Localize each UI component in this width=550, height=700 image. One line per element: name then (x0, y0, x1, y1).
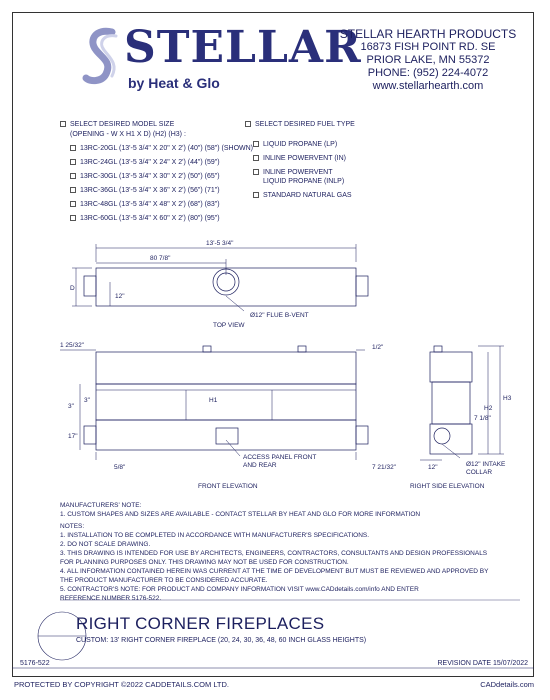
manufacturer-note-heading: MANUFACTURERS' NOTE: (60, 502, 142, 509)
company-phone: PHONE: (952) 224-4072 (367, 67, 489, 79)
company-address-2: PRIOR LAKE, MN 55372 (366, 54, 490, 66)
fuel-option-continued: LIQUID PROPANE (INLP) (263, 178, 345, 185)
dim-3b: 3" (84, 397, 90, 404)
fuel-option[interactable]: INLINE POWERVENT (IN) (253, 154, 346, 163)
fuel-option[interactable]: STANDARD NATURAL GAS (253, 191, 352, 200)
logo-tagline: by Heat & Glo (128, 75, 220, 91)
top-view-label: TOP VIEW (213, 322, 245, 329)
note-line: 5. CONTRACTOR'S NOTE: FOR PRODUCT AND COMPANY INFORMATION VISIT www.CADdetails.com/info AND ENTER (60, 586, 419, 593)
notes-heading: NOTES: (60, 523, 85, 530)
dim-12-top: 12" (115, 293, 125, 300)
revision-date: REVISION DATE 15/07/2022 (437, 660, 528, 667)
dim-7-1-8: 7 1/8" (474, 415, 491, 422)
access-panel-label-2: AND REAR (243, 462, 277, 469)
side-elevation-label: RIGHT SIDE ELEVATION (410, 483, 485, 490)
model-option[interactable]: 13RC-20GL (13'-5 3/4" X 20" X 2') (40") (58") (SHOWN) (70, 144, 253, 153)
manufacturer-note-1: 1. CUSTOM SHAPES AND SIZES ARE AVAILABLE - CONTACT STELLAR BY HEAT AND GLO FOR MORE INFORMATION (60, 511, 421, 518)
dim-half: 1/2" (372, 344, 384, 351)
dim-17: 17" (68, 433, 78, 440)
flue-label: Ø12" FLUE B-VENT (250, 312, 309, 319)
dim-12-side: 12" (428, 464, 438, 471)
logo-wordmark: STELLAR (124, 22, 362, 73)
caddetails-link[interactable]: CADdetails.com (480, 680, 534, 689)
dim-7-21-32: 7 21/32" (372, 464, 396, 471)
access-panel-label-1: ACCESS PANEL FRONT (243, 454, 317, 461)
copyright: PROTECTED BY COPYRIGHT ©2022 CADDETAILS.COM LTD. (14, 680, 230, 689)
company-address-1: 16873 FISH POINT RD. SE (360, 41, 496, 53)
model-option[interactable]: 13RC-36GL (13'-5 3/4" X 36" X 2') (56") (71") (70, 186, 220, 195)
model-option[interactable]: 13RC-24GL (13'-5 3/4" X 24" X 2') (44") (59") (70, 158, 220, 167)
model-size-subheading: (OPENING - W X H1 X D) (H2) (H3) : (70, 131, 186, 138)
fuel-type-heading: SELECT DESIRED FUEL TYPE (245, 120, 355, 129)
company-website[interactable]: www.stellarhearth.com (372, 80, 484, 92)
intake-label-2: COLLAR (466, 469, 493, 476)
intake-label-1: Ø12" INTAKE (466, 461, 506, 468)
model-option[interactable]: 13RC-60GL (13'-5 3/4" X 60" X 2') (80") (95") (70, 214, 220, 223)
drawing-subtitle: CUSTOM: 13' RIGHT CORNER FIREPLACE (20, 24, 30, 36, 48, 60 INCH GLASS HEIGHTS) (76, 637, 367, 644)
model-option[interactable]: 13RC-30GL (13'-5 3/4" X 30" X 2') (50") (65") (70, 172, 220, 181)
dim-h3: H3 (503, 395, 512, 402)
fuel-option[interactable]: LIQUID PROPANE (LP) (253, 140, 337, 149)
note-line: 4. ALL INFORMATION CONTAINED HEREIN WAS CURRENT AT THE TIME OF DEVELOPMENT BUT MUST BE REVIEWED AND APPROVED BY (60, 568, 489, 575)
reference-number: 5176-522 (20, 660, 50, 667)
model-option[interactable]: 13RC-48GL (13'-5 3/4" X 48" X 2') (68") (83") (70, 200, 220, 209)
model-size-heading: SELECT DESIRED MODEL SIZE (60, 120, 174, 129)
note-line: THE PRODUCT MANUFACTURER TO BE CONSIDERED ACCURATE. (60, 577, 268, 584)
note-line: 1. INSTALLATION TO BE COMPLETED IN ACCORDANCE WITH MANUFACTURER'S SPECIFICATIONS. (60, 532, 370, 539)
drawing-title: RIGHT CORNER FIREPLACES (76, 614, 325, 633)
dim-depth: D (70, 285, 75, 292)
note-line: 3. THIS DRAWING IS INTENDED FOR USE BY ARCHITECTS, ENGINEERS, CONTRACTORS, CONSULTANTS AND DESIGN PROFESSIONALS (60, 550, 488, 557)
note-line: REFERENCE NUMBER 5176-522. (60, 595, 162, 602)
dim-h2: H2 (484, 405, 493, 412)
company-name: STELLAR HEARTH PRODUCTS (339, 27, 517, 41)
fuel-option[interactable]: INLINE POWERVENT (253, 168, 333, 177)
dim-h1: H1 (209, 397, 218, 404)
note-line: 2. DO NOT SCALE DRAWING. (60, 541, 151, 548)
dim-3a: 3" (68, 403, 74, 410)
dim-1-25-32: 1 25/32" (60, 342, 84, 349)
dim-80: 80 7/8" (150, 255, 171, 262)
dim-5-8: 5/8" (114, 464, 126, 471)
dim-overall-width: 13'-5 3/4" (206, 240, 234, 247)
note-line: FOR PLANNING PURPOSES ONLY. THIS DRAWING MAY NOT BE USED FOR CONSTRUCTION. (60, 559, 349, 566)
front-elevation-label: FRONT ELEVATION (198, 483, 258, 490)
